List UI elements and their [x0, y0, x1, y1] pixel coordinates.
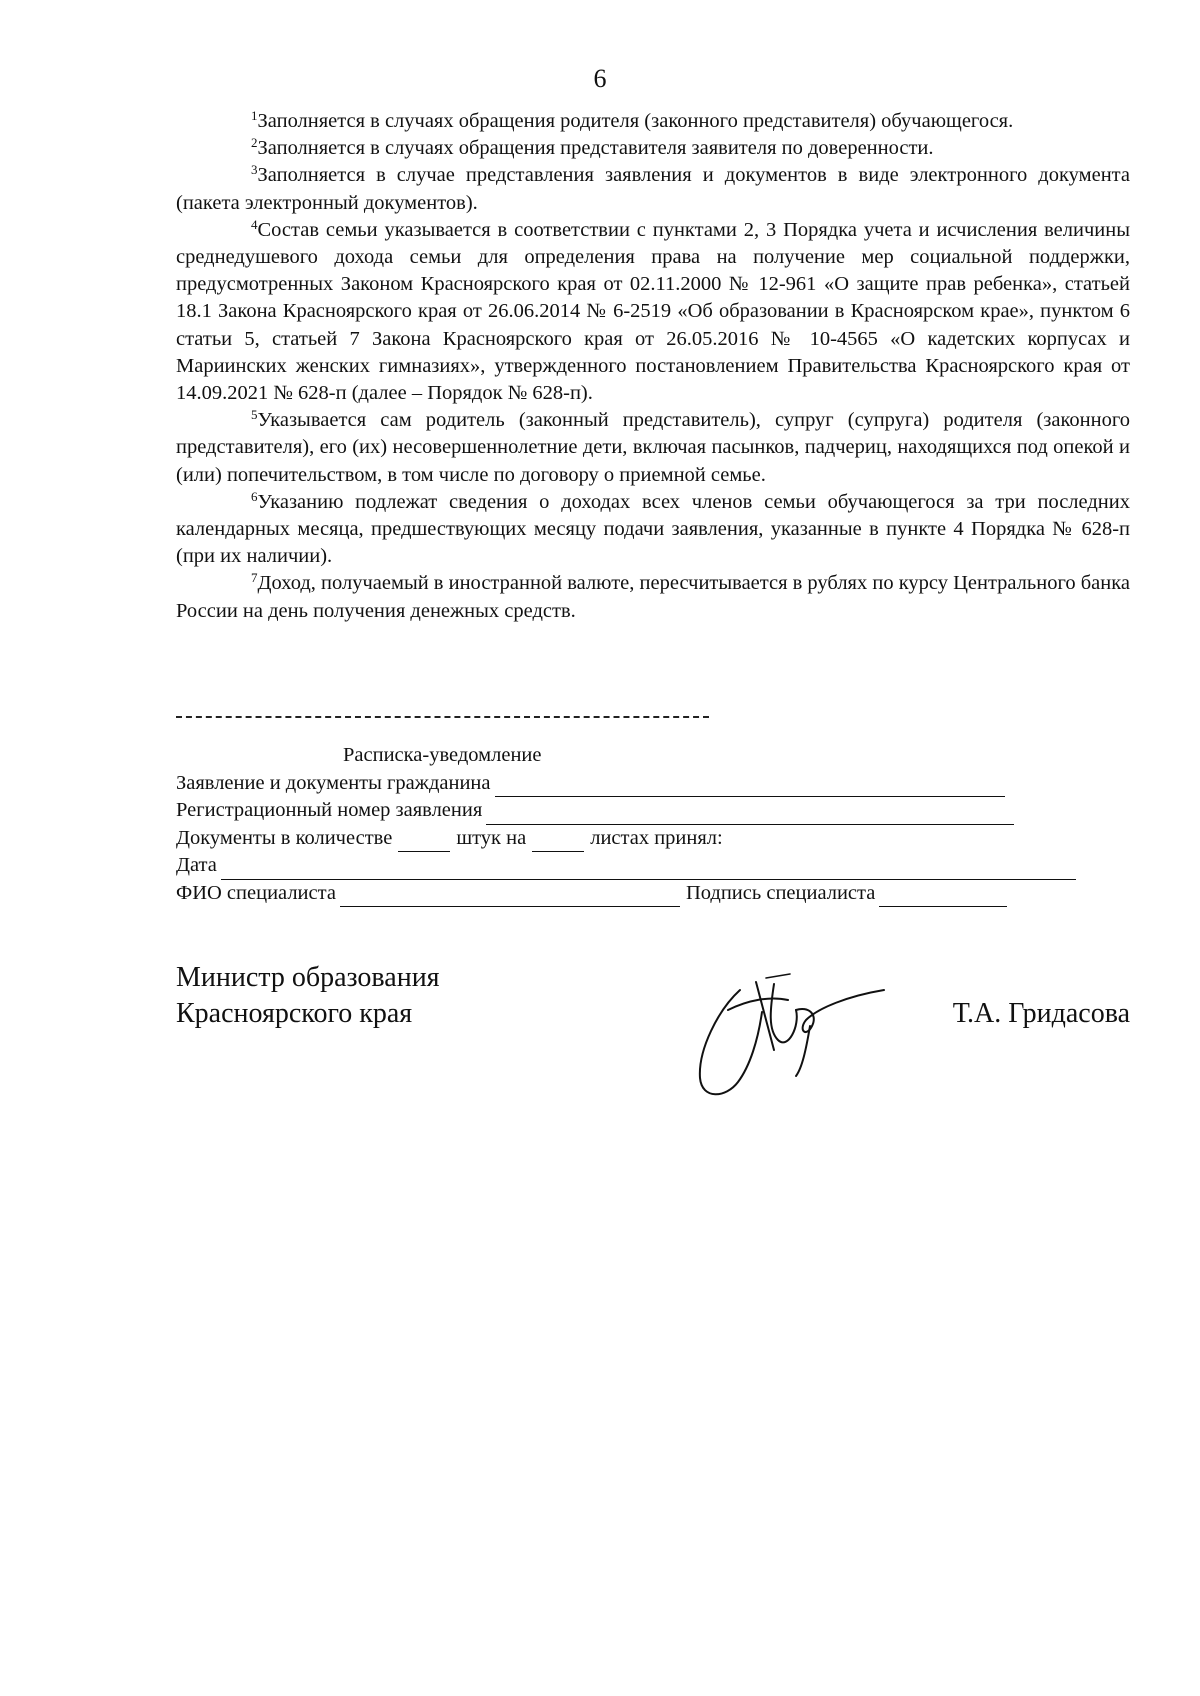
footnote-mark: 1: [251, 108, 258, 123]
footnote-mark: 4: [251, 216, 258, 232]
footnotes: [176, 108, 1130, 625]
footnote-text: Доход, получаемый в иностранной валюте, пересчитывается в рублях по курсу Центрального банка России на день получения денежных средств.: [176, 572, 1131, 622]
citizen-docs-row: [176, 770, 1076, 798]
reg-number-field[interactable]: [486, 804, 1014, 825]
sheets-count-field[interactable]: [532, 831, 584, 852]
docs-count-row: [176, 825, 1076, 853]
handwritten-signature: [678, 970, 918, 1110]
footnote-2: [176, 135, 1130, 162]
footnote-4: [176, 217, 1130, 407]
citizen-docs-field[interactable]: [495, 776, 1005, 797]
date-field[interactable]: [221, 859, 1076, 880]
citizen-docs-label: Заявление и документы гражданина: [176, 771, 491, 794]
minister-position: [176, 960, 440, 1032]
footnote-mark: 7: [251, 570, 258, 586]
footnote-text: Указывается сам родитель (законный представитель), супруг (супруга) родителя (законного представителя), его (их) несовершеннолетние дети, включая пасынков, падчериц, находящихся под опекой и (или) попечительством, в том числе по договору о приемной семье.: [176, 409, 1130, 486]
footnote-text: Указанию подлежат сведения о доходах всех членов семьи обучающегося за три последних календарных месяца, предшествующих месяцу подачи заявления, указанные в пункте 4 Порядка № 628-п (при их наличии).: [176, 490, 1130, 568]
footnote-text: Заполняется в случаях обращения родителя (законного представителя) обучающегося.: [257, 110, 1014, 132]
footnote-mark: 3: [251, 162, 258, 178]
footnote-mark: 5: [251, 407, 258, 423]
cut-line: [176, 716, 709, 718]
page-number: 6: [593, 64, 607, 93]
footnote-text: Заполняется в случаях обращения представителя заявителя по доверенности.: [257, 137, 934, 160]
specialist-name-label: ФИО специалиста: [176, 881, 336, 904]
receipt-notice: [176, 742, 1076, 907]
docs-count-suffix: листах принял:: [590, 826, 723, 849]
footnote-text: Состав семьи указывается в соответствии с пунктами 2, 3 Порядка учета и исчисления величины среднедушевого дохода семьи для определения права на получение мер социальной поддержки, предусмотренных Законом Красноярского края от 02.11.2000 № 12-961 «О защите прав ребенка», статьей 18.1 Закона Красноярского края от 26.06.2014 № 6-2519 «Об образовании в Красноярском крае», пунктом 6 статьи 5, статьей 7 Закона Красноярского края от 26.05.2016 № 10-4565 «О кадетских корпусах и Мариинских женских гимназиях», утвержденного постановлением Правительства Красноярского края от 14.09.2021 № 628-п (далее – Порядок № 628-п).: [176, 218, 1130, 405]
footnote-mark: 6: [251, 488, 258, 504]
date-label: Дата: [176, 854, 217, 876]
specialist-row: [176, 880, 1076, 908]
footnote-3: [176, 162, 1130, 216]
position-line-1: Министр образования: [176, 962, 440, 993]
receipt-title: Расписка-уведомление: [343, 744, 542, 766]
date-row: [176, 852, 1076, 880]
reg-number-row: [176, 797, 1076, 825]
footnote-1: [176, 108, 1130, 135]
specialist-signature-field[interactable]: [879, 886, 1007, 907]
specialist-name-field[interactable]: [340, 886, 680, 907]
docs-count-field[interactable]: [398, 831, 450, 852]
footnote-6: [176, 489, 1130, 571]
position-line-2: Красноярского края: [176, 998, 413, 1029]
docs-count-prefix: Документы в количестве: [176, 826, 393, 849]
footnote-5: [176, 407, 1130, 489]
signer-name: Т.А. Гридасова: [952, 998, 1130, 1029]
footnote-7: [176, 570, 1130, 624]
footnote-mark: 2: [251, 135, 258, 151]
specialist-signature-label: Подпись специалиста: [685, 881, 876, 904]
footnote-text: Заполняется в случае представления заявления и документов в виде электронного документа (пакета электронный документов).: [176, 164, 1130, 214]
reg-number-label: Регистрационный номер заявления: [176, 799, 483, 821]
docs-count-middle: штук на: [456, 826, 527, 849]
